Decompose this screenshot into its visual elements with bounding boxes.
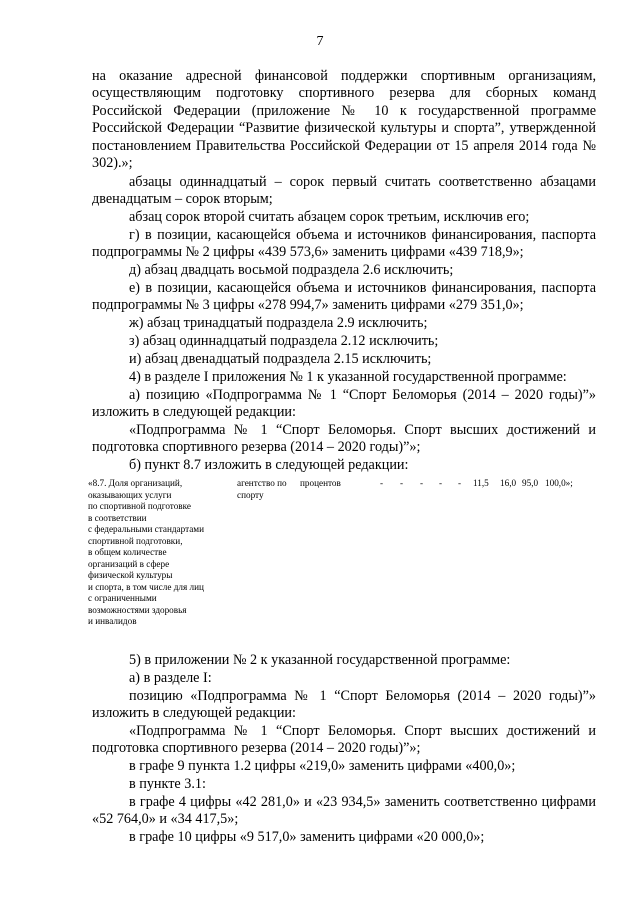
indicator-table-row bbox=[88, 478, 600, 648]
value-cell: 95,0 bbox=[522, 478, 539, 488]
indicator-line: и инвалидов bbox=[88, 616, 137, 626]
indicator-name bbox=[88, 478, 236, 628]
indicator-line: организаций в сфере bbox=[88, 558, 170, 569]
indicator-line: и спорта, в том числе для лиц bbox=[88, 581, 204, 592]
value-cell: - bbox=[439, 478, 443, 488]
item-g: г) в позиции, касающейся объема и источников финансирования, паспорта подпрограммы № 2 цифры «439 573,6» заменить цифрами «439 718,9»; bbox=[92, 227, 596, 261]
responsible-agency: агентство по спорту bbox=[237, 478, 287, 500]
indicator-line: в общем количестве bbox=[88, 547, 167, 557]
indicator-line: возможностями здоровья bbox=[88, 604, 187, 615]
item-z: з) абзац одиннадцатый подраздела 2.12 исключить; bbox=[129, 333, 439, 349]
item-5a: а) в разделе I: bbox=[129, 670, 212, 686]
item-5: 5) в приложении № 2 к указанной государственной программе: bbox=[129, 652, 511, 668]
column-10-paragraph: в графе 10 цифры «9 517,0» заменить цифрами «20 000,0»; bbox=[129, 829, 485, 845]
value-cell: 16,0 bbox=[500, 478, 517, 488]
indicator-line: с ограниченными bbox=[88, 593, 157, 603]
value-cell: 100,0»; bbox=[545, 478, 573, 488]
quoted-subprogram-title: «Подпрограмма № 1 “Спорт Беломорья. Спорт высших достижений и подготовка спортивного резерва (2014 – 2020 годы)”»; bbox=[92, 422, 596, 456]
unit-cell: процентов bbox=[300, 478, 341, 488]
value-cell: - bbox=[400, 478, 404, 488]
column-4-paragraph: в графе 4 цифры «42 281,0» и «23 934,5» заменить соответственно цифрами «52 764,0» и «34 417,5»; bbox=[92, 794, 596, 828]
indicator-line: «8.7. Доля организаций, bbox=[88, 478, 183, 488]
column-9-paragraph: в графе 9 пункта 1.2 цифры «219,0» заменить цифрами «400,0»; bbox=[129, 758, 516, 774]
item-zh: ж) абзац тринадцатый подраздела 2.9 исключить; bbox=[129, 315, 428, 331]
paragraph-exclude: абзац сорок второй считать абзацем сорок третьим, исключив его; bbox=[129, 209, 530, 225]
indicator-line: с федеральными стандартами bbox=[88, 524, 205, 534]
value-cell: - bbox=[458, 478, 462, 488]
point-3-1-paragraph: в пункте 3.1: bbox=[129, 776, 206, 792]
paragraph-renumber: абзацы одиннадцатый – сорок первый считать соответственно абзацами двенадцатым – сорок вторым; bbox=[92, 174, 596, 208]
value-cell: - bbox=[380, 478, 384, 488]
item-4: 4) в разделе I приложения № 1 к указанной государственной программе: bbox=[129, 369, 567, 385]
value-cell: - bbox=[420, 478, 424, 488]
indicator-line: в соответствии bbox=[88, 512, 147, 523]
item-i: и) абзац двенадцатый подраздела 2.15 исключить; bbox=[129, 351, 432, 367]
continuation-paragraph: на оказание адресной финансовой поддержки спортивным организациям, осуществляющим подготовку спортивного резерва для сборных команд Российской Федерации (приложение № 10 к государственной программе Российской Федерации “Развитие физической культуры и спорта”, утвержденной постановлением Правительства Российской Федерации от 15 апреля 2014 года № 302).»; bbox=[92, 68, 596, 172]
item-4a: а) позицию «Подпрограмма № 1 “Спорт Беломорья (2014 – 2020 годы)”» изложить в следующей редакции: bbox=[92, 387, 596, 421]
indicator-line: физической культуры bbox=[88, 570, 173, 580]
value-cell: 11,5 bbox=[473, 478, 489, 488]
indicator-line: оказывающих услуги bbox=[88, 489, 172, 500]
indicator-line: спортивной подготовки, bbox=[88, 535, 183, 546]
position-paragraph: позицию «Подпрограмма № 1 “Спорт Беломорья (2014 – 2020 годы)”» изложить в следующей редакции: bbox=[92, 688, 596, 722]
page-number: 7 bbox=[316, 34, 324, 49]
item-d: д) абзац двадцать восьмой подраздела 2.6 исключить; bbox=[129, 262, 454, 278]
quoted-subprogram-title-2: «Подпрограмма № 1 “Спорт Беломорья. Спорт высших достижений и подготовка спортивного резерва (2014 – 2020 годы)”»; bbox=[92, 723, 596, 757]
item-4b: б) пункт 8.7 изложить в следующей редакции: bbox=[129, 457, 409, 473]
indicator-line: по спортивной подготовке bbox=[88, 501, 191, 511]
item-e: е) в позиции, касающейся объема и источников финансирования, паспорта подпрограммы № 3 цифры «278 994,7» заменить цифрами «279 351,0»; bbox=[92, 280, 596, 314]
